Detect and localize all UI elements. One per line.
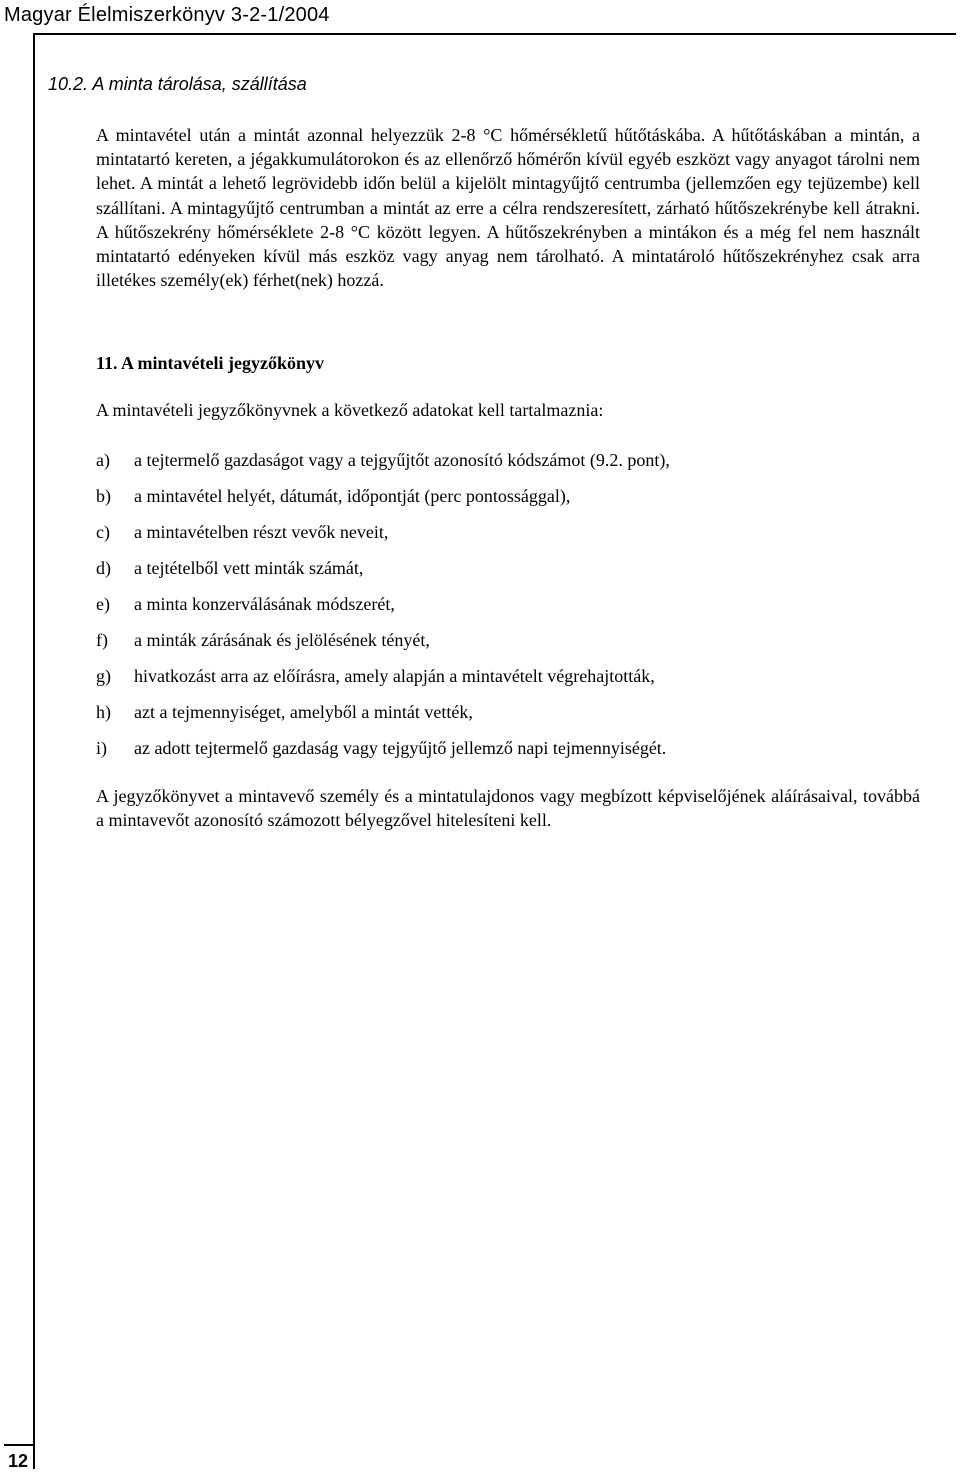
section-heading-11: 11. A mintavételi jegyzőkönyv	[96, 353, 324, 373]
list-item-letter: a)	[96, 450, 110, 470]
list-item-text: a tejtételből vett minták számát,	[134, 558, 364, 578]
list-item	[96, 520, 920, 556]
list-item	[96, 484, 920, 520]
list-item-text: hivatkozást arra az előírásra, amely alapján a mintavételt végrehajtották,	[134, 666, 655, 686]
protocol-requirements-list	[96, 448, 920, 772]
list-item-letter: h)	[96, 702, 111, 722]
list-item-text: a minta konzerválásának módszerét,	[134, 594, 395, 614]
list-item	[96, 700, 920, 736]
list-item-letter: e)	[96, 594, 110, 614]
page-number-divider	[4, 1444, 33, 1446]
list-item-letter: d)	[96, 558, 111, 578]
storage-paragraph: A mintavétel után a mintát azonnal helyezzük 2-8 °C hőmérsékletű hűtőtáskába. A hűtőtáskában a mintán, a mintatartó kereten, a jégakkumulátorokon és az ellenőrző hőmérőn kívül egyéb eszközt vagy anyagot tárolni nem lehet. A mintát a lehető legrövidebb időn belül a kijelölt mintagyűjtő centrumba (jellemzően egy tejüzembe) kell szállítani. A mintagyűjtő centrumban a mintát az erre a célra rendszeresített, zárható hűtőszekrénybe kell átrakni. A hűtőszekrény hőmérséklete 2-8 °C között legyen. A hűtőszekrényben a mintákon és a még fel nem használt mintatartó edényeken kívül más eszköz vagy anyag nem tárolható. A mintatároló hűtőszekrényhez csak arra illetékes személy(ek) férhet(nek) hozzá.	[96, 125, 920, 291]
list-item	[96, 592, 920, 628]
list-item-text: a minták zárásának és jelölésének tényét,	[134, 630, 430, 650]
list-item-text: azt a tejmennyiséget, amelyből a mintát vették,	[134, 702, 473, 722]
list-item-letter: c)	[96, 522, 110, 542]
list-item	[96, 664, 920, 700]
page-number: 12	[8, 1451, 29, 1471]
document-header-title: Magyar Élelmiszerkönyv 3-2-1/2004	[4, 4, 330, 26]
protocol-intro: A mintavételi jegyzőkönyvnek a következő adatokat kell tartalmaznia:	[96, 400, 604, 420]
list-item	[96, 736, 920, 772]
list-item	[96, 448, 920, 484]
list-item-letter: i)	[96, 738, 107, 758]
list-item-letter: g)	[96, 666, 111, 686]
list-item-text: a mintavétel helyét, dátumát, időpontját (perc pontossággal),	[134, 486, 571, 506]
closing-paragraph: A jegyzőkönyvet a mintavevő személy és a mintatulajdonos vagy megbízott képviselőjének aláírásaival, továbbá a mintavevőt azonosító számozott bélyegzővel hitelesíteni kell.	[96, 786, 920, 831]
section-heading-10-2: 10.2. A minta tárolása, szállítása	[48, 74, 307, 94]
list-item	[96, 628, 920, 664]
list-item-letter: f)	[96, 630, 108, 650]
list-item-text: a tejtermelő gazdaságot vagy a tejgyűjtőt azonosító kódszámot (9.2. pont),	[134, 450, 670, 470]
list-item-text: a mintavételben részt vevők neveit,	[134, 522, 389, 542]
list-item-letter: b)	[96, 486, 111, 506]
list-item-text: az adott tejtermelő gazdaság vagy tejgyűjtő jellemző napi tejmennyiségét.	[134, 738, 667, 758]
list-item	[96, 556, 920, 592]
